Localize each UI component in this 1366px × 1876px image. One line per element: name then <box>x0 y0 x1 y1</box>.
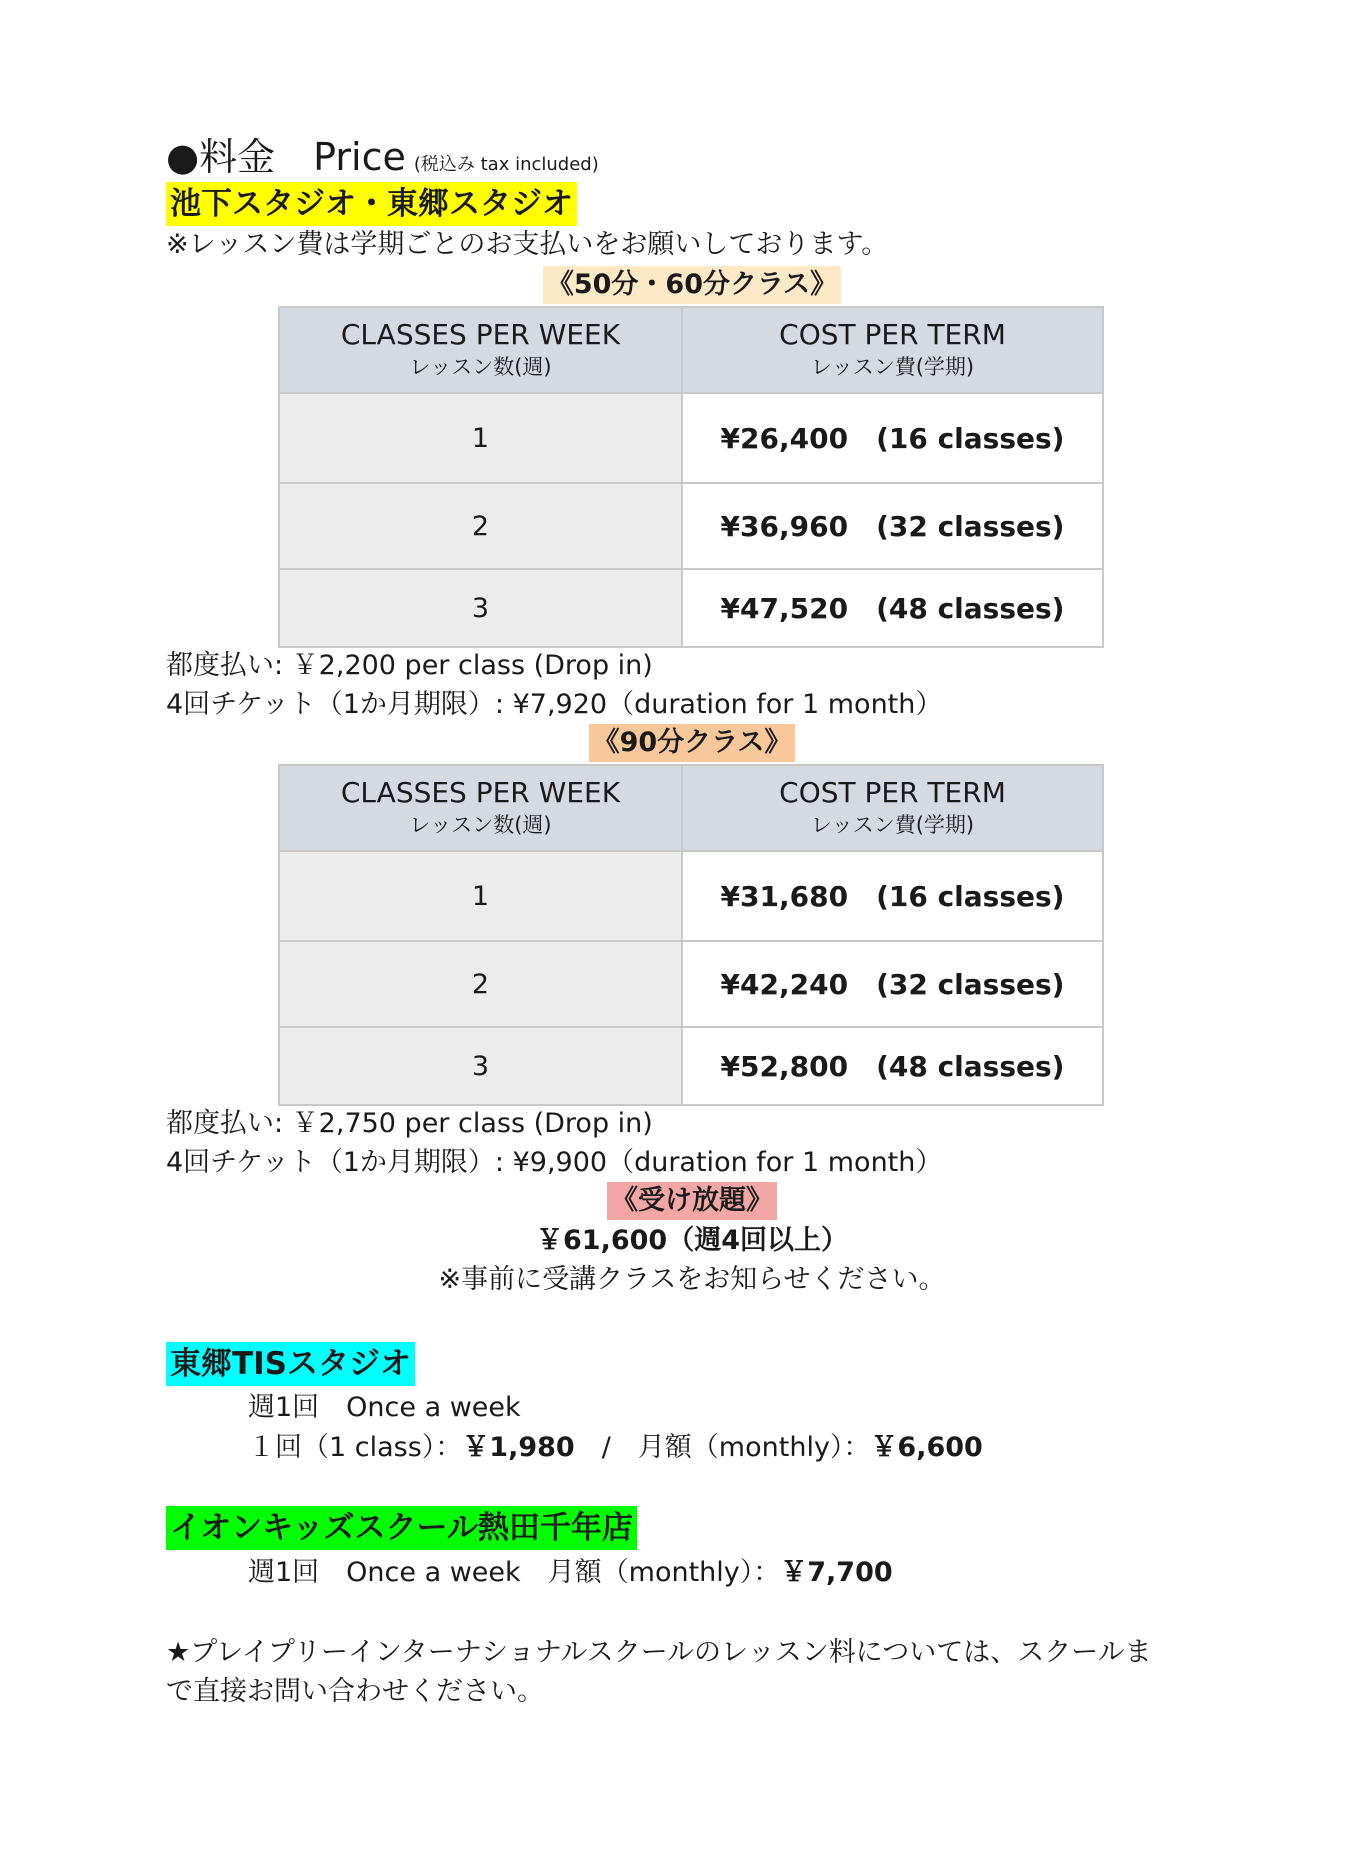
class-count: (48 classes) <box>876 1049 1065 1083</box>
col-classes-per-week-jp: レッスン数(週) <box>409 813 552 837</box>
col-cost-per-term-jp: レッスン費(学期) <box>810 355 975 379</box>
col-classes-per-week-en: CLASSES PER WEEK <box>340 318 621 351</box>
togo-tis-monthly-price: ￥6,600 <box>870 1432 983 1463</box>
title-note: (税込み tax included) <box>413 154 599 175</box>
payment-note: ※レッスン費は学期ごとのお支払いをお願いしております。 <box>166 229 889 260</box>
class-90-label-row <box>166 724 1218 762</box>
ticket-price-50-60: 4回チケット（1か月期限）: ¥7,920（duration for 1 month） <box>166 689 943 720</box>
price-table-50-60 <box>278 306 1104 648</box>
studio-togo-tis-name: 東郷TISスタジオ <box>166 1342 415 1386</box>
unlimited-price: ￥61,600（週4回以上） <box>536 1225 848 1256</box>
class-90-label: 《90分クラス》 <box>589 724 796 762</box>
price-value: ¥47,520 <box>720 591 849 625</box>
class-50-60-label: 《50分・60分クラス》 <box>543 266 841 304</box>
class-count: (16 classes) <box>876 421 1065 455</box>
class-count: (32 classes) <box>876 967 1065 1001</box>
table-row <box>279 1027 1103 1105</box>
studio-ikeshita-heading <box>166 182 577 226</box>
table-row <box>279 851 1103 941</box>
togo-tis-prices <box>248 1429 983 1467</box>
drop-in-price-50-60: 都度払い: ￥2,200 per class (Drop in) <box>166 650 653 681</box>
cost-cell <box>682 483 1103 569</box>
cost-cell <box>682 941 1103 1027</box>
cost-cell <box>682 569 1103 647</box>
week-cell: 1 <box>279 851 682 941</box>
price-value: ¥42,240 <box>720 967 849 1001</box>
aeon-prices <box>248 1554 893 1592</box>
togo-tis-monthly-label: 月額（monthly）： <box>637 1432 871 1463</box>
togo-tis-per-class-label: １回（1 class）： <box>248 1432 463 1463</box>
col-cost-per-term-en: COST PER TERM <box>779 318 1006 351</box>
page-title <box>166 126 599 181</box>
table-header-row <box>279 765 1103 851</box>
aeon-monthly-price: ￥7,700 <box>780 1557 893 1588</box>
col-cost-per-term-en: COST PER TERM <box>779 776 1006 809</box>
week-cell: 2 <box>279 941 682 1027</box>
table-row <box>279 569 1103 647</box>
footer-note-line2: で直接お問い合わせください。 <box>166 1676 544 1707</box>
unlimited-label: 《受け放題》 <box>607 1182 777 1220</box>
table-row <box>279 393 1103 483</box>
week-cell: 2 <box>279 483 682 569</box>
week-cell: 3 <box>279 1027 682 1105</box>
class-50-60-label-row <box>166 266 1218 304</box>
cost-cell <box>682 1027 1103 1105</box>
studio-aeon-heading <box>166 1506 637 1550</box>
col-classes-per-week-en: CLASSES PER WEEK <box>340 776 621 809</box>
togo-tis-per-class-price: ￥1,980 <box>462 1432 575 1463</box>
price-value: ¥26,400 <box>720 421 849 455</box>
aeon-frequency-monthly: 週1回 Once a week 月額（monthly）： <box>248 1557 781 1588</box>
class-count: (48 classes) <box>876 591 1065 625</box>
price-table-90 <box>278 764 1104 1106</box>
class-count: (16 classes) <box>876 879 1065 913</box>
class-count: (32 classes) <box>876 509 1065 543</box>
studio-ikeshita-name: 池下スタジオ・東郷スタジオ <box>166 182 577 226</box>
cost-cell <box>682 393 1103 483</box>
week-cell: 1 <box>279 393 682 483</box>
drop-in-price-90: 都度払い: ￥2,750 per class (Drop in) <box>166 1108 653 1139</box>
col-cost-per-term <box>682 307 1103 393</box>
table-row <box>279 483 1103 569</box>
ticket-price-90: 4回チケット（1か月期限）: ¥9,900（duration for 1 month） <box>166 1147 943 1178</box>
week-cell: 3 <box>279 569 682 647</box>
table-header-row <box>279 307 1103 393</box>
unlimited-note: ※事前に受講クラスをお知らせください。 <box>438 1264 946 1295</box>
footer-note-line1: ★プレイプリーインターナショナルスクールのレッスン料については、スクールま <box>166 1637 1152 1668</box>
price-value: ¥36,960 <box>720 509 849 543</box>
col-classes-per-week <box>279 307 682 393</box>
col-cost-per-term <box>682 765 1103 851</box>
studio-aeon-name: イオンキッズスクール熱田千年店 <box>166 1506 637 1550</box>
title-main: ●料金 Price <box>166 135 406 179</box>
togo-tis-separator: / <box>574 1432 638 1463</box>
price-value: ¥52,800 <box>720 1049 849 1083</box>
unlimited-label-row <box>166 1182 1218 1220</box>
col-classes-per-week <box>279 765 682 851</box>
col-cost-per-term-jp: レッスン費(学期) <box>810 813 975 837</box>
cost-cell <box>682 851 1103 941</box>
studio-togo-tis-heading <box>166 1342 415 1386</box>
togo-tis-frequency: 週1回 Once a week <box>248 1392 521 1423</box>
col-classes-per-week-jp: レッスン数(週) <box>409 355 552 379</box>
table-row <box>279 941 1103 1027</box>
price-value: ¥31,680 <box>720 879 849 913</box>
